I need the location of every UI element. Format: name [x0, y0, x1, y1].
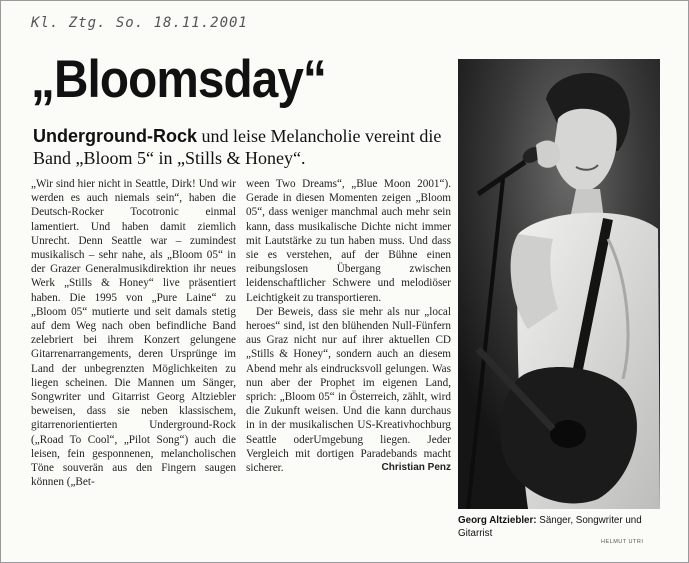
photo-credit: HELMUT UTRI [601, 539, 644, 545]
photo-caption [458, 514, 663, 540]
article-column-2 [246, 177, 451, 475]
subheadline-rest: und leise Melancholie vereint die Band „Bloom 5“ in „Stills & Honey“. [33, 126, 442, 168]
caption-text: Sänger, Songwriter und Gitarrist [458, 515, 642, 539]
concert-photo [458, 59, 660, 509]
subheadline-bold: Underground-Rock [33, 126, 197, 146]
caption-name: Georg Altziebler: [458, 515, 537, 526]
author-byline: Christian Penz [381, 462, 451, 474]
article-column-1 [31, 177, 236, 489]
handwritten-date-note: Kl. Ztg. So. 18.11.2001 [31, 15, 248, 31]
subheadline [33, 125, 453, 169]
paragraph: „Wir sind hier nicht in Seattle, Dirk! Und wir werden es auch niemals sein“, haben die Deutsch-Rocker Tocotronic einmal lamentiert. Und haben damit ziemlich Unrecht. Denn Seattle war – zumindest musikalisch – sehr nahe, als „Bloom 05“ in der Grazer Generalmusikdirektion ihr neues Werk „Stills & Honey“ live präsentiert haben. Die 1995 von „Pure Laine“ zu „Bloom 05“ mutierte und seit damals stetig auf dem Weg nach oben befindliche Band zelebriert bei ihrem Konzert gelungene Gitarrenarrangements, deren Ursprünge im Land der unbegrenzten Möglichkeiten zu liegen scheinen. Die Mannen um Sänger, Songwriter und Gitarrist Georg Altziebler beweisen, dass sie neben klassischem, gitarrenorientierten Underground-Rock („Road To Cool“, „Pilot Song“) auch die leisen, fein gesponnenen, melancholischen Töne souverän aus den Fingern saugen können („Bet- [31, 178, 236, 489]
paragraph: ween Two Dreams“, „Blue Moon 2001“). Gerade in diesen Momenten zeigen „Bloom 05“, dass weniger manchmal auch mehr sein kann, dass musikalische Dichte nicht immer mit Lautstärke zu tun haben muss. Und dass sie es verstehen, auf der Bühne einen reibungslosen Übergang zwischen leidenschaftlicher Schwere und melodiöser Leichtigkeit zu transportieren. [246, 178, 451, 304]
singer-illustration [458, 59, 660, 509]
headline: „Bloomsday“ [31, 50, 326, 109]
paragraph: Der Beweis, dass sie mehr als nur „local heroes“ sind, ist den blühenden Null-Fünfern aus Graz nicht nur auf ihrer aktuellen CD „Stills & Honey“, sondern auch an diesem Abend mehr als eindrucksvoll gelungen. Was nun aber der Prophet im eigenen Land, sprich: „Bloom 05“ in Österreich, zählt, wird die Zukunft weisen. Und die kann durchaus in in der musikalischen US-Kreativhochburg Seattle oderUmgebung liegen. Jeder Vergleich mit dortigen Paradebands macht sicherer. [246, 305, 451, 475]
